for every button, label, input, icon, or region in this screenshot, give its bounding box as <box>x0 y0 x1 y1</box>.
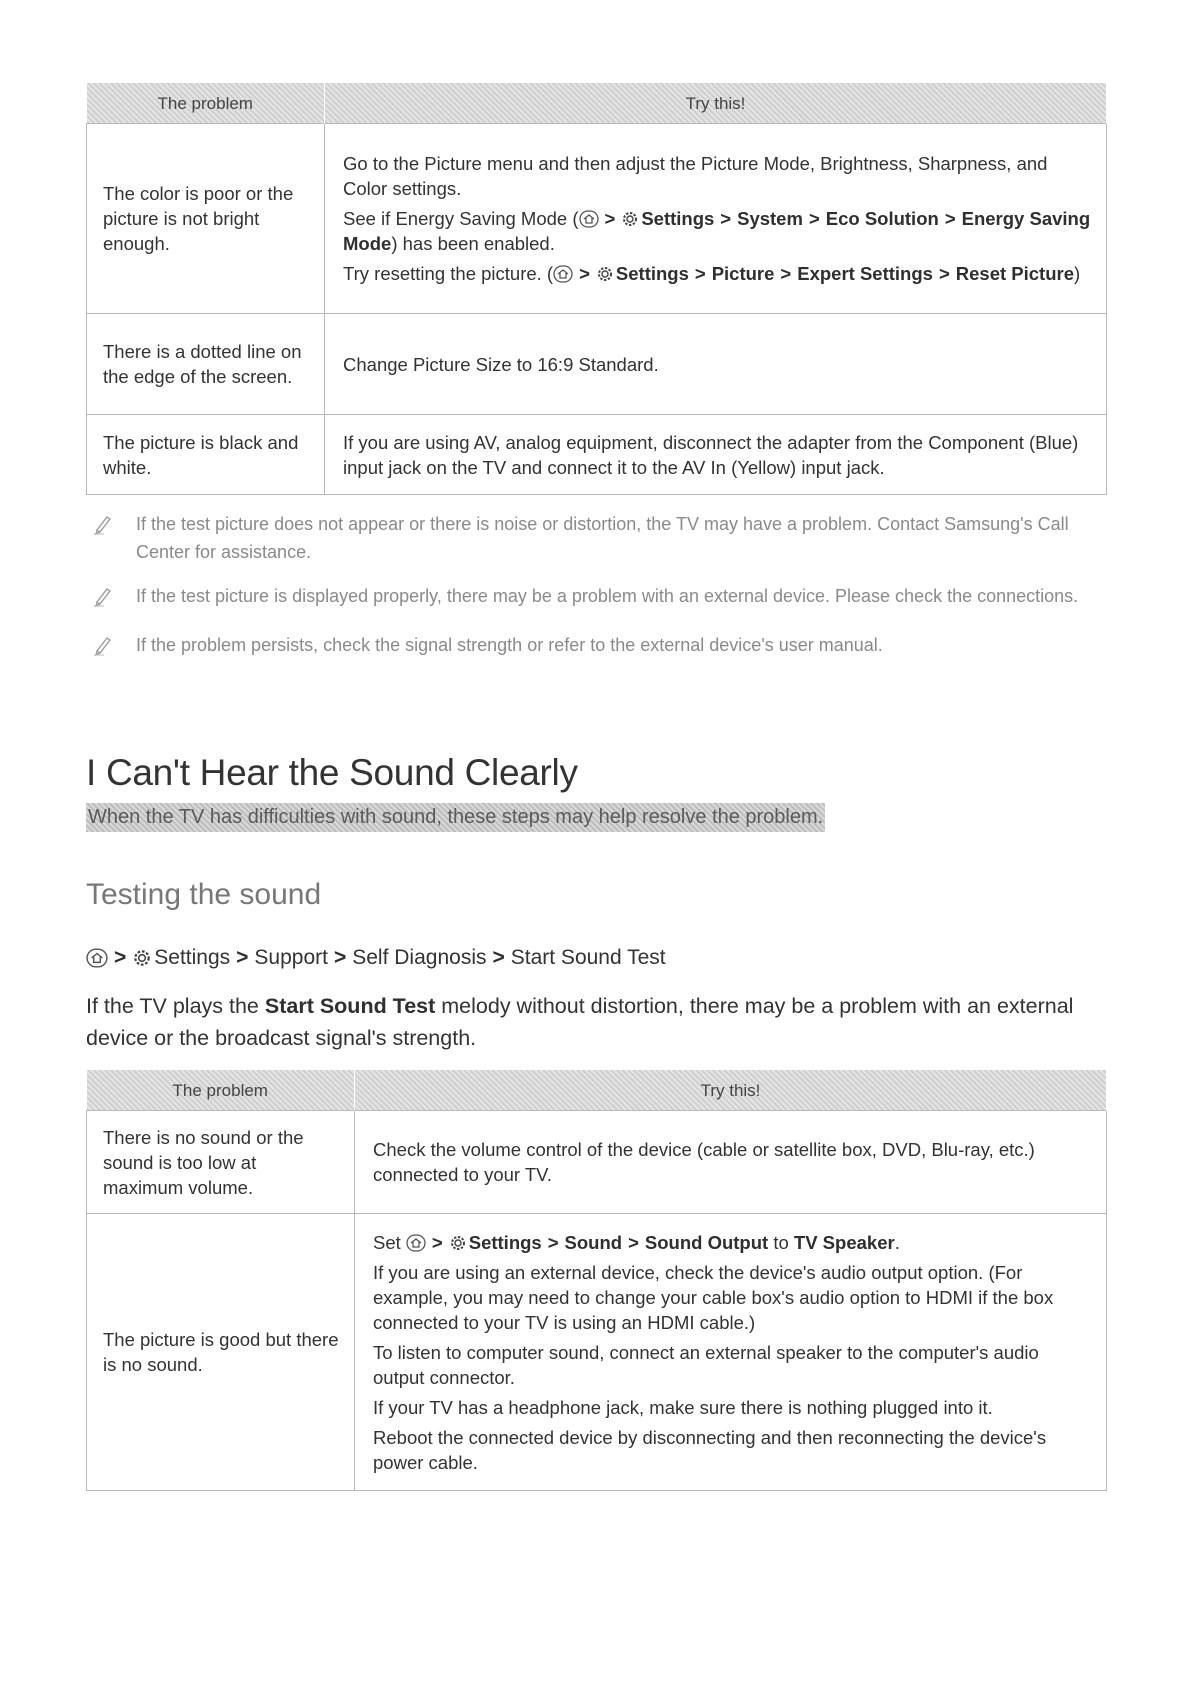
chevron-right-icon: > <box>694 263 706 284</box>
note-item <box>92 631 1092 664</box>
problem-cell: There is no sound or the sound is too low at maximum volume. <box>87 1111 355 1214</box>
home-icon <box>553 265 573 283</box>
chevron-right-icon: > <box>944 208 956 229</box>
solution-line: See if Energy Saving Mode ( > Settings > System > Eco Solution > Energy Saving Mode) has been enabled. <box>343 208 1091 254</box>
column-header-try: Try this! <box>325 83 1107 124</box>
pencil-note-icon <box>92 513 112 535</box>
chevron-right-icon: > <box>628 1231 639 1253</box>
solution-line: Reboot the connected device by disconnecting and then reconnecting the device's power cable. <box>373 1426 1047 1473</box>
gear-icon <box>596 265 614 283</box>
pencil-note-icon <box>92 634 112 656</box>
table-row <box>87 1214 1107 1491</box>
solution-line: If you are using an external device, check the device's audio output option. (For example, you may need to change your cable box's audio option to HDMI if the box connected to your TV is using an HDMI cable.) <box>373 1261 1054 1333</box>
pencil-note-icon <box>92 585 112 607</box>
section-description: If the TV plays the Start Sound Test melody without distortion, there may be a problem with an external device or the broadcast signal's strength. <box>86 994 1074 1050</box>
table-row <box>87 415 1107 495</box>
section-subtitle: When the TV has difficulties with sound, these steps may help resolve the problem. <box>86 803 825 832</box>
solution-line: To listen to computer sound, connect an external speaker to the computer's audio output connector. <box>373 1341 1039 1388</box>
problem-cell: There is a dotted line on the edge of the screen. <box>87 314 325 415</box>
note-text: If the test picture is displayed properly, there may be a problem with an external device. Please check the connections. <box>136 586 1079 606</box>
table-row <box>87 124 1107 314</box>
problem-cell: The picture is black and white. <box>87 415 325 495</box>
page-title: I Can't Hear the Sound Clearly <box>86 752 578 793</box>
path-start-sound-test: Start Sound Test <box>510 946 666 969</box>
solution-cell: Change Picture Size to 16:9 Standard. <box>325 314 1107 415</box>
chevron-right-icon: > <box>780 263 792 284</box>
chevron-right-icon: > <box>492 946 505 969</box>
path-self-diagnosis: Self Diagnosis <box>352 946 487 969</box>
note-text: If the problem persists, check the signal strength or refer to the external device's user manual. <box>136 635 883 655</box>
chevron-right-icon: > <box>720 208 732 229</box>
menu-path <box>86 946 666 970</box>
solution-cell: If you are using AV, analog equipment, disconnect the adapter from the Component (Blue) input jack on the TV and connect it to the AV In (Yellow) input jack. <box>325 415 1107 495</box>
problem-cell: The picture is good but there is no sound. <box>87 1214 355 1491</box>
column-header-problem: The problem <box>87 1070 355 1111</box>
chevron-right-icon: > <box>579 263 590 284</box>
note-text: If the test picture does not appear or there is noise or distortion, the TV may have a problem. Contact Samsung's Call Center for assistance. <box>136 514 1069 562</box>
solution-line: Set > Settings > Sound > Sound Output to TV Speaker. <box>373 1231 900 1253</box>
path-settings: Settings <box>154 946 231 969</box>
chevron-right-icon: > <box>604 208 616 229</box>
gear-icon <box>132 948 152 968</box>
problem-cell: The color is poor or the picture is not bright enough. <box>87 124 325 314</box>
troubleshooting-table-sound <box>86 1070 1107 1491</box>
table-row <box>87 314 1107 415</box>
solution-cell <box>325 124 1107 314</box>
column-header-try: Try this! <box>355 1070 1107 1111</box>
chevron-right-icon: > <box>333 946 347 969</box>
note-item <box>92 510 1092 566</box>
table-row <box>87 1111 1107 1214</box>
column-header-problem: The problem <box>87 83 325 124</box>
chevron-right-icon: > <box>938 263 950 284</box>
notes-list <box>92 510 1092 680</box>
chevron-right-icon: > <box>808 208 820 229</box>
home-icon <box>406 1234 426 1252</box>
solution-cell: Check the volume control of the device (cable or satellite box, DVD, Blu-ray, etc.) connected to your TV. <box>355 1111 1107 1214</box>
solution-line: Go to the Picture menu and then adjust the Picture Mode, Brightness, Sharpness, and Color settings. <box>343 153 1048 199</box>
solution-line: Try resetting the picture. ( > Settings > Picture > Expert Settings > Reset Picture) <box>343 263 1081 284</box>
home-icon <box>86 948 108 968</box>
home-icon <box>579 210 599 228</box>
section-heading: Testing the sound <box>86 878 322 911</box>
chevron-right-icon: > <box>431 1231 443 1253</box>
chevron-right-icon: > <box>236 946 249 969</box>
troubleshooting-table-picture <box>86 83 1107 495</box>
gear-icon <box>449 1234 467 1252</box>
chevron-right-icon: > <box>547 1231 559 1253</box>
chevron-right-icon: > <box>114 946 127 969</box>
path-support: Support <box>254 946 328 969</box>
solution-line: If your TV has a headphone jack, make sure there is nothing plugged into it. <box>373 1396 993 1418</box>
gear-icon <box>621 210 639 228</box>
note-item <box>92 582 1092 615</box>
solution-cell <box>355 1214 1107 1491</box>
